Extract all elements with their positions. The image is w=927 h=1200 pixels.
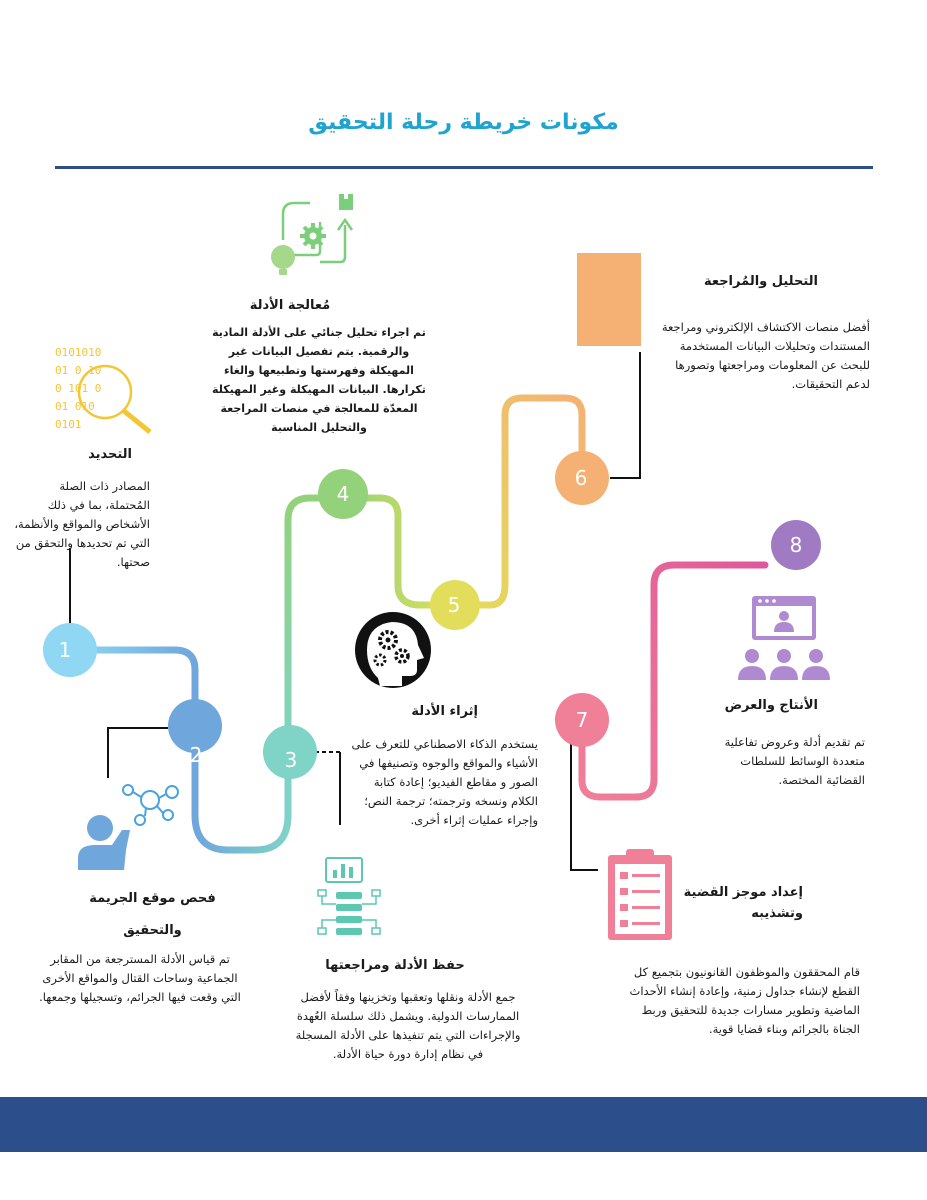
svg-text:0101: 0101 [55,418,82,431]
step-3-text: جمع الأدلة ونقلها وتعقبها وتخزينها وفقاً لأفضل الممارسات الدولية. ويشمل ذلك سلسلة العُهدة والإجراءات التي يتم تنفيذها على الأدلة المسجلة في نظام إدارة دورة حياة الأدلة. [295,990,521,1061]
step-1-number: 1 [58,638,72,662]
step-8-heading: الأنتاج والعرض [724,698,818,713]
footer-band [0,1097,927,1152]
step-3-number: 3 [284,748,298,772]
step-2-number: 2 [189,743,203,767]
step-8-text: تم تقديم أدلة وعروض تفاعلية متعددة الوسائط للسلطات القضائية المختصة. [724,735,865,787]
step-6-heading: التحليل والمُراجعة [703,274,818,289]
step-5-heading: إثراء الأدلة [411,704,478,719]
presentation-audience-icon [738,596,830,680]
step-7-text: قام المحققون والموظفون القانونيون بتجميع كل القطع لإنشاء جداول زمنية، وإعادة إنشاء الأحداث الماضية وتطوير مسارات جديدة للتحقيق وربط الجناة بالجرائم وبناء قضايا قوية. [629,965,860,1036]
data-search-icon [55,346,150,432]
server-chart-icon [318,858,380,935]
step-1-text: المصادر ذات الصلة المُحتملة، بما في ذلك الأشخاص والمواقع والأنظمة، التي تم تحديدها والتحقق من صحتها. [14,479,150,569]
svg-text:01 010: 01 010 [55,400,95,413]
step-6-text: أفضل منصات الاكتشاف الإلكتروني ومراجعة المستندات وتحليلات البيانات المستخدمة للبحث عن المعلومات ومراجعتها وتصورها لدعم التحقيقات. [661,320,870,391]
step-2-heading: فحص موقع الجريمة والتحقيق [89,891,216,938]
step-7-heading: إعداد موجز القضية وتشذيبه [683,885,803,921]
step-3-heading: حفظ الأدلة ومراجعتها [325,958,465,973]
molecule-hand-icon [78,785,178,870]
svg-text:0101010: 0101010 [55,346,102,359]
orange-block [577,253,641,346]
head-gears-icon [355,612,431,688]
step-6-number: 6 [574,466,588,490]
step-circles [43,451,821,779]
step-5-number: 5 [447,593,461,617]
step-8-number: 8 [789,533,803,557]
step-4-number: 4 [336,482,350,506]
step-4-text: تم اجراء تحليل جنائي على الأدلة المادية والرقمية. يتم تفصيل البيانات غير المهيكلة وفهرستها وتطبيعها والغاء تكرارها. البيانات المهيكلة وغير المهيكلة المعدّة للمعالجة في منصات المراجعة والتحليل المناسبة [212,326,426,434]
process-flow-icon [271,194,353,275]
step-4-heading: مُعالجة الأدلة [249,298,331,313]
step-2-text: تم قياس الأدلة المسترجعة من المقابر الجماعية وساحات القتال والمواقع الأخرى التي وقعت فيها الجرائم، وتسجيلها وجمعها. [39,952,241,1004]
svg-text:0 101 0: 0 101 0 [55,382,102,395]
svg-text:01 0 10: 01 0 10 [55,364,102,377]
step-1-heading: التحديد [88,447,132,462]
clipboard-list-icon [608,849,672,940]
step-7-number: 7 [575,708,589,732]
page-title: مكونات خريطة رحلة التحقيق [308,110,619,135]
step-5-text: يستخدم الذكاء الاصطناعي للتعرف على الأشياء والمواقع والوجوه وتصنيفها في الصور و مقاطع الفيديو؛ إعادة كتابة الكلام ونسخه وترجمته؛ ترجمة النص؛ وإجراء عمليات إثراء أخرى. [351,737,538,827]
